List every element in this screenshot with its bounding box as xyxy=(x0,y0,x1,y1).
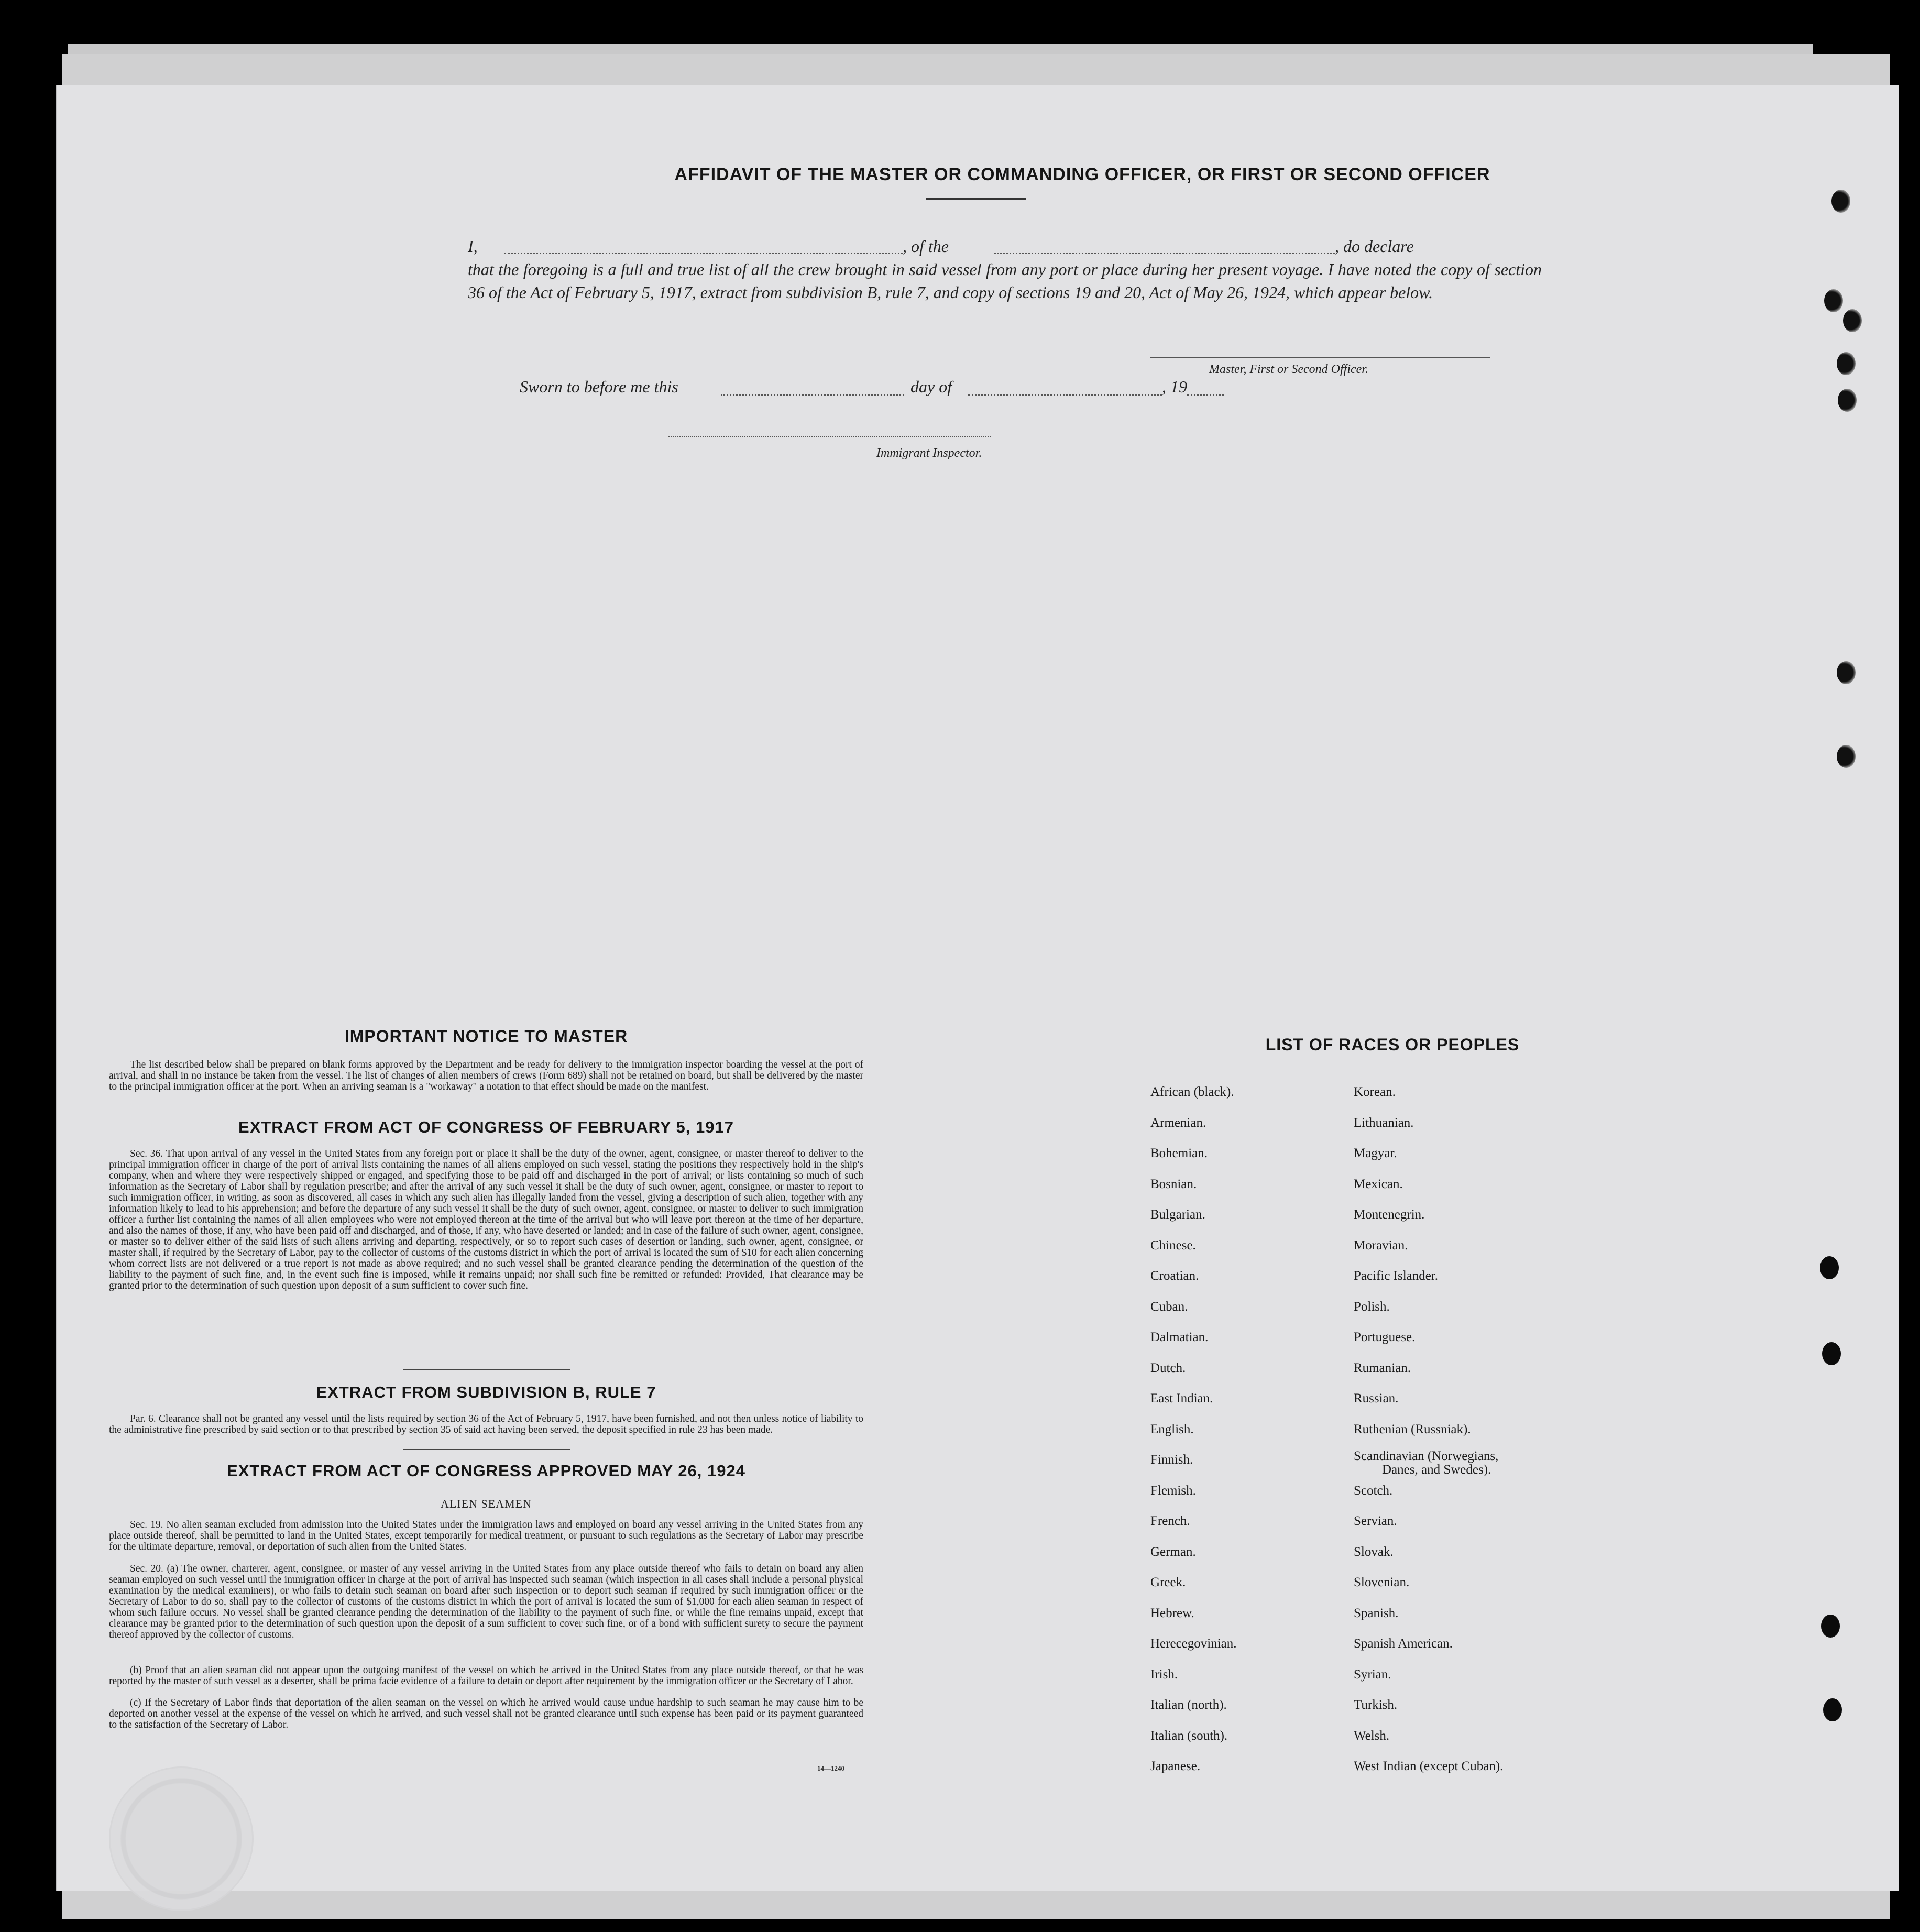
binder-hole xyxy=(1824,289,1843,312)
race-item: Montenegrin. xyxy=(1354,1208,1425,1222)
race-item: African (black). xyxy=(1150,1085,1234,1099)
race-item: Finnish. xyxy=(1150,1453,1193,1467)
race-item: Hebrew. xyxy=(1150,1606,1194,1620)
inspector-caption: Immigrant Inspector. xyxy=(876,446,982,460)
sworn-year-blank[interactable] xyxy=(1187,394,1224,396)
race-item: Spanish. xyxy=(1354,1606,1399,1620)
race-item: Turkish. xyxy=(1354,1698,1398,1712)
divider xyxy=(403,1449,570,1450)
extract-1924-title: EXTRACT FROM ACT OF CONGRESS APPROVED MAY 26, 1924 xyxy=(227,1462,745,1480)
binder-hole xyxy=(1821,1615,1840,1638)
sworn-day-of: day of xyxy=(910,377,952,396)
race-item: Polish. xyxy=(1354,1300,1390,1314)
extract-1924-sec20b: (b) Proof that an alien seaman did not appear upon the outgoing manifest of the vessel on which he arrived in the United States from any place outside thereof, or that he was reported by the master of such vessel as a deserter, shall be prima facie evidence of a failure to detain or deport after requirement by the immigration officer or the Secretary of Labor. xyxy=(109,1665,863,1687)
master-caption: Master, First or Second Officer. xyxy=(1209,363,1368,376)
race-item: Moravian. xyxy=(1354,1238,1408,1253)
race-item: Scandinavian (Norwegians, xyxy=(1354,1449,1499,1463)
race-item: Italian (north). xyxy=(1150,1698,1227,1712)
race-item: Korean. xyxy=(1354,1085,1396,1099)
race-item: Bosnian. xyxy=(1150,1177,1197,1191)
affidavit-title: AFFIDAVIT OF THE MASTER OR COMMANDING OFFICER, OR FIRST OR SECOND OFFICER xyxy=(674,164,1490,184)
binder-hole xyxy=(1831,190,1850,213)
race-item: Chinese. xyxy=(1150,1238,1196,1253)
binder-hole xyxy=(1837,352,1856,375)
extract-1924-sec20c: (c) If the Secretary of Labor finds that deportation of the alien seaman on the vessel on which he arrived would cause undue hardship to such seaman he may cause him to be deported on another vessel at the expense of the vessel on which he arrived, and such vessel shall not be granted clearance until such expense has been paid or its payment guaranteed to the satisfaction of the Secretary of Labor. xyxy=(109,1697,863,1730)
race-item: Rumanian. xyxy=(1354,1361,1411,1375)
race-item: Lithuanian. xyxy=(1354,1116,1414,1130)
races-title: LIST OF RACES OR PEOPLES xyxy=(1265,1035,1520,1054)
title-underline xyxy=(926,198,1026,200)
race-item: Croatian. xyxy=(1150,1269,1199,1283)
form-number: 14—1240 xyxy=(817,1764,844,1772)
race-item: East Indian. xyxy=(1150,1391,1213,1406)
race-item: German. xyxy=(1150,1545,1196,1559)
race-item: Cuban. xyxy=(1150,1300,1188,1314)
sworn-month-blank[interactable] xyxy=(968,394,1162,396)
race-item: Slovenian. xyxy=(1354,1575,1410,1589)
extract-1924-sec20a: Sec. 20. (a) The owner, charterer, agent, consignee, or master of any vessel arriving in the United States from any place outside thereof who fails to detain on board any alien seaman employed on such vessel until the immigration officer in charge at the port of arrival has inspected such seaman (which inspection in all cases shall include a personal physical examination by the medical examiners), or who fails to detain such seaman on board after such inspection or to deport such seaman if required by such immigration officer or the Secretary of Labor to do so, shall pay to the collector of customs of the customs district in which the port of arrival is located the sum of $1,000 for each alien seaman in respect of whom such failure occurs. No vessel shall be granted clearance pending the determination of the liability to the payment of such fine, or while the fine remains unpaid, except that clearance may be granted prior to the determination of such question upon the deposit of a sum sufficient to cover such fine, or of a bond with sufficient surety to secure the payment thereof approved by the collector of customs. xyxy=(109,1563,863,1640)
alien-seamen-subtitle: ALIEN SEAMEN xyxy=(441,1497,532,1510)
document-page xyxy=(57,85,1899,1891)
race-item: Pacific Islander. xyxy=(1354,1269,1439,1283)
race-item: Portuguese. xyxy=(1354,1330,1416,1344)
notice-title: IMPORTANT NOTICE TO MASTER xyxy=(344,1027,628,1046)
inspector-signature-line[interactable] xyxy=(668,436,991,437)
race-item: Russian. xyxy=(1354,1391,1399,1406)
declaration-first-line xyxy=(468,235,1542,258)
race-item: Ruthenian (Russniak). xyxy=(1354,1422,1471,1436)
declaration xyxy=(468,235,1542,304)
sworn-day-blank[interactable] xyxy=(721,394,904,396)
extract-1924-sec19: Sec. 19. No alien seaman excluded from admission into the United States under the immigration laws and employed on board any vessel arriving in the United States from any place outside thereof, shall be permitted to land in the United States, except temporarily for medical treatment, or pursuant to such regulations as the Secretary of Labor may prescribe for the ultimate departure, removal, or deportation of such alien from the United States. xyxy=(109,1519,863,1552)
binder-hole xyxy=(1823,1698,1842,1721)
race-item: West Indian (except Cuban). xyxy=(1354,1759,1504,1773)
sworn-prefix: Sworn to before me this xyxy=(520,377,678,396)
binder-hole xyxy=(1843,309,1862,332)
declaration-body: that the foregoing is a full and true list of all the crew brought in said vessel from any port or place during her present voyage. I have noted the copy of section 36 of the Act of February 5, 1917, extract from subdivision B, rule 7, and copy of sections 19 and 20, Act of May 26, 1924, which appear below. xyxy=(468,260,1542,302)
declaration-declare: , do declare xyxy=(1335,237,1414,256)
race-item-continuation: Danes, and Swedes). xyxy=(1382,1463,1491,1477)
name-blank[interactable] xyxy=(504,253,903,254)
race-item: Greek. xyxy=(1150,1575,1186,1589)
vessel-blank[interactable] xyxy=(994,253,1335,254)
master-signature-line[interactable] xyxy=(1150,357,1490,358)
race-item: English. xyxy=(1150,1422,1194,1436)
declaration-i: I, xyxy=(468,237,478,256)
binder-hole xyxy=(1820,1256,1839,1279)
sworn-year: , 19 xyxy=(1162,377,1187,396)
binder-hole xyxy=(1837,745,1856,768)
race-item: Bohemian. xyxy=(1150,1146,1208,1160)
race-item: Scotch. xyxy=(1354,1484,1393,1498)
race-item: French. xyxy=(1150,1514,1190,1528)
race-item: Spanish American. xyxy=(1354,1637,1453,1651)
race-item: Dalmatian. xyxy=(1150,1330,1209,1344)
race-item: Dutch. xyxy=(1150,1361,1186,1375)
race-item: Mexican. xyxy=(1354,1177,1403,1191)
race-item: Irish. xyxy=(1150,1667,1178,1682)
extract-1917-title: EXTRACT FROM ACT OF CONGRESS OF FEBRUARY 5, 1917 xyxy=(238,1118,734,1136)
notice-text: The list described below shall be prepared on blank forms approved by the Department and be ready for delivery to the immigration inspector boarding the vessel at the port of arrival, and shall in no instance be taken from the vessel. The list of changes of alien members of crews (Form 689) shall not be retained on board, but shall be delivered by the master to the principal immigration officer at the port. When an arriving seaman is a "workaway" a notation to that effect should be made on the manifest. xyxy=(109,1059,863,1092)
embossed-seal xyxy=(109,1766,254,1911)
binder-hole xyxy=(1837,661,1856,684)
race-item: Armenian. xyxy=(1150,1116,1206,1130)
race-item: Syrian. xyxy=(1354,1667,1391,1682)
extract-rule7-text: Par. 6. Clearance shall not be granted any vessel until the lists required by section 36 of the Act of February 5, 1917, have been furnished, and not then unless notice of liability to the administrative fine prescribed by said section or to that prescribed by section 35 of said act having been served, the deposit specified in rule 23 has been made. xyxy=(109,1413,863,1435)
race-item: Servian. xyxy=(1354,1514,1397,1528)
declaration-of-the: , of the xyxy=(903,237,949,256)
race-item: Bulgarian. xyxy=(1150,1208,1205,1222)
extract-rule7-title: EXTRACT FROM SUBDIVISION B, RULE 7 xyxy=(316,1383,656,1401)
extract-1917-text: Sec. 36. That upon arrival of any vessel in the United States from any foreign port or place it shall be the duty of the owner, agent, consignee, or master thereof to deliver to the principal immigration officer in charge of the port of arrival lists containing the names of all aliens employed on such vessel, stating the positions they respectively hold in the ship's company, when and where they were respectively shipped or engaged, and specifying those to be paid off and discharged in the port of arrival; or lists containing so much of such information as the Secretary of Labor shall by regulation prescribe; and after the arrival of any such vessel it shall be the duty of such owner, agent, consignee, or master to report to such immigration officer, in writing, as soon as discovered, all cases in which any such alien has illegally landed from the vessel, giving a description of such alien, together with any information likely to lead to his apprehension; and before the departure of any such vessel it shall be the duty of such owner, agent, consignee, or master to deliver to such immigration officer a further list containing the names of all alien employees who were not employed thereon at the time of the arrival but who will leave port thereon at the time of her departure, and also the names of those, if any, who have been paid off and discharged, and of those, if any, who have deserted or landed; and in case of the failure of such owner, agent, consignee, or master so to deliver either of the said lists of such aliens arriving and departing, respectively, or so to report such cases of desertion or landing, such owner, agent, consignee, or master shall, if required by the Secretary of Labor, pay to the collector of customs of the customs district in which the port of arrival is located the sum of $10 for each alien concerning whom correct lists are not delivered or a true report is not made as above required; and no such vessel shall be granted clearance pending the determination of the question of the liability to the payment of such fine, and, in the event such fine is imposed, while it remains unpaid; nor shall such fine be remitted or refunded: Provided, That clearance may be granted prior to the determination of such question upon deposit of a sum sufficient to cover such fine. xyxy=(109,1148,863,1291)
binder-hole xyxy=(1822,1342,1841,1365)
divider xyxy=(403,1369,570,1370)
race-item: Herecegovinian. xyxy=(1150,1637,1237,1651)
race-item: Magyar. xyxy=(1354,1146,1397,1160)
race-item: Flemish. xyxy=(1150,1484,1196,1498)
binder-hole xyxy=(1838,389,1857,412)
race-item: Welsh. xyxy=(1354,1729,1390,1743)
race-item: Italian (south). xyxy=(1150,1729,1228,1743)
race-item: Slovak. xyxy=(1354,1545,1394,1559)
race-item: Japanese. xyxy=(1150,1759,1201,1773)
